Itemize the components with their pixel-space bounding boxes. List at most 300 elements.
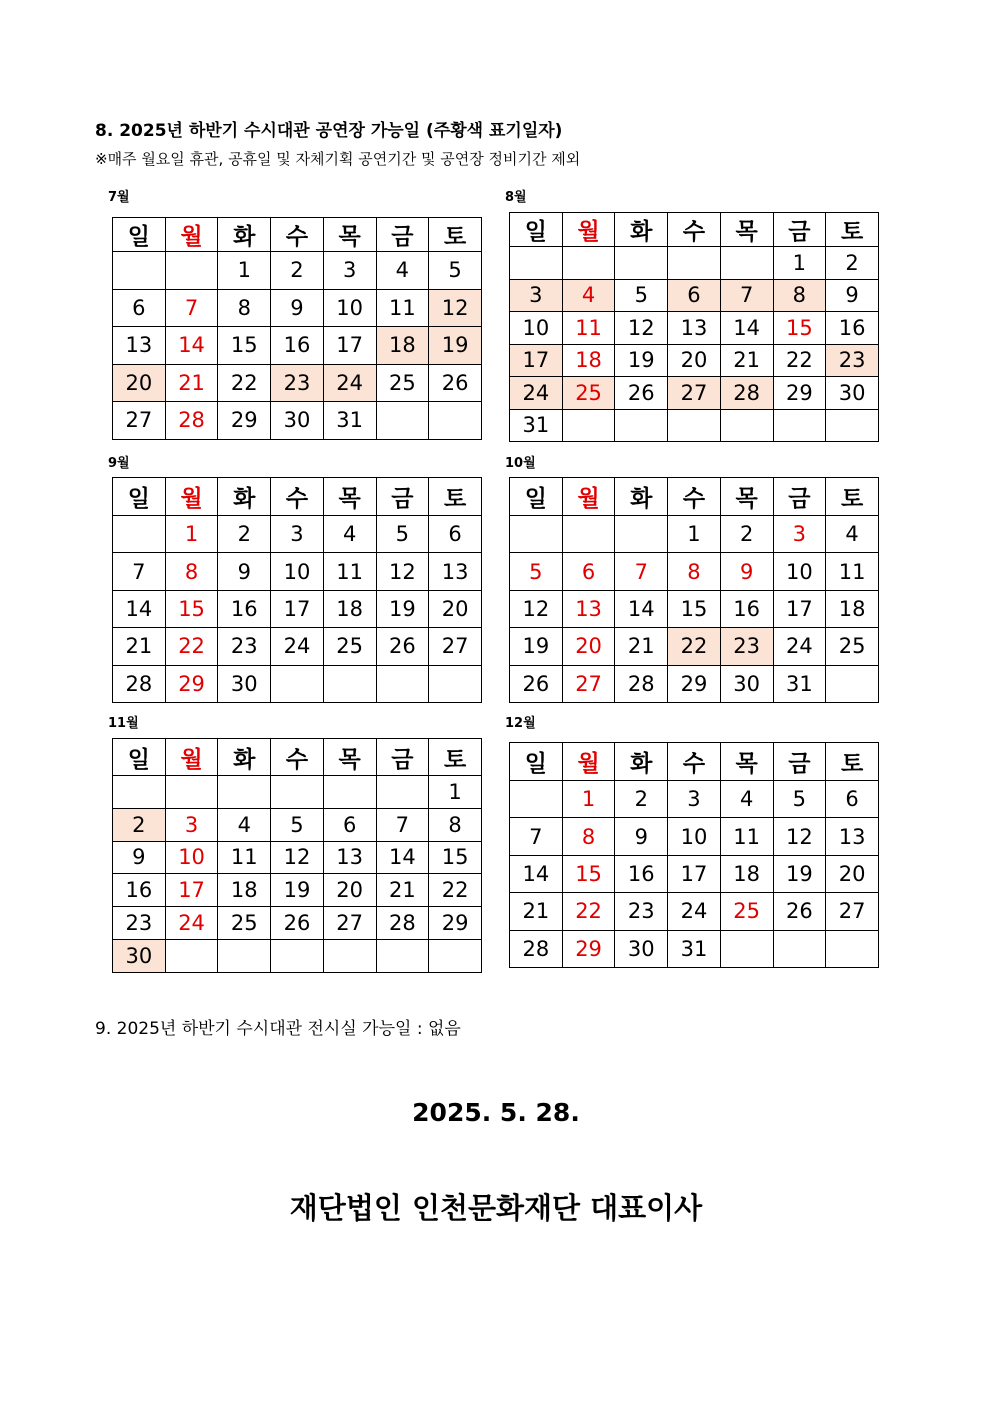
week-row bbox=[113, 665, 482, 702]
day-cell: 21 bbox=[113, 628, 166, 665]
empty-day-cell bbox=[376, 776, 429, 809]
day-cell: 10 bbox=[271, 553, 324, 590]
day-cell: 24 bbox=[510, 377, 563, 410]
day-cell: 25 bbox=[720, 893, 773, 930]
section8-note: ※매주 월요일 휴관, 공휴일 및 자체기획 공연기간 및 공연장 정비기간 제외 bbox=[95, 150, 581, 168]
empty-day-cell bbox=[165, 939, 218, 972]
day-cell: 29 bbox=[562, 930, 615, 967]
weekday-header: 목 bbox=[323, 218, 376, 252]
weekday-header: 화 bbox=[218, 739, 271, 776]
day-cell: 1 bbox=[218, 252, 271, 290]
day-cell: 7 bbox=[376, 808, 429, 841]
day-cell: 27 bbox=[668, 377, 721, 410]
day-cell: 9 bbox=[826, 279, 879, 312]
weekday-header: 수 bbox=[271, 218, 324, 252]
day-cell: 5 bbox=[376, 516, 429, 553]
day-cell: 6 bbox=[323, 808, 376, 841]
day-cell: 18 bbox=[323, 590, 376, 627]
day-cell: 14 bbox=[510, 855, 563, 892]
day-cell: 18 bbox=[826, 590, 879, 627]
day-cell: 4 bbox=[720, 781, 773, 818]
empty-day-cell bbox=[615, 409, 668, 442]
empty-day-cell bbox=[218, 776, 271, 809]
weekday-header: 토 bbox=[429, 739, 482, 776]
empty-day-cell bbox=[113, 252, 166, 290]
empty-day-cell bbox=[668, 247, 721, 280]
day-cell: 4 bbox=[218, 808, 271, 841]
empty-day-cell bbox=[271, 776, 324, 809]
week-row bbox=[510, 628, 879, 665]
day-cell: 11 bbox=[562, 312, 615, 345]
day-cell: 2 bbox=[720, 516, 773, 553]
week-row bbox=[510, 553, 879, 590]
day-cell: 29 bbox=[773, 377, 826, 410]
empty-day-cell bbox=[271, 939, 324, 972]
day-cell: 20 bbox=[668, 344, 721, 377]
empty-day-cell bbox=[615, 247, 668, 280]
day-cell: 16 bbox=[218, 590, 271, 627]
empty-day-cell bbox=[429, 665, 482, 702]
weekday-header: 월 bbox=[165, 739, 218, 776]
week-row bbox=[113, 252, 482, 290]
weekday-header: 일 bbox=[510, 478, 563, 516]
day-cell: 28 bbox=[510, 930, 563, 967]
day-cell: 12 bbox=[376, 553, 429, 590]
week-row bbox=[113, 808, 482, 841]
day-cell: 26 bbox=[376, 628, 429, 665]
day-cell: 1 bbox=[429, 776, 482, 809]
weekday-header: 일 bbox=[113, 478, 166, 516]
empty-day-cell bbox=[720, 409, 773, 442]
day-cell: 22 bbox=[668, 628, 721, 665]
weekday-header: 금 bbox=[773, 478, 826, 516]
day-cell: 18 bbox=[720, 855, 773, 892]
weekday-header-row bbox=[113, 218, 482, 252]
day-cell: 12 bbox=[510, 590, 563, 627]
month-label: 10월 bbox=[505, 456, 536, 471]
weekday-header: 토 bbox=[429, 478, 482, 516]
day-cell: 22 bbox=[429, 874, 482, 907]
day-cell: 21 bbox=[376, 874, 429, 907]
weekday-header: 토 bbox=[826, 743, 879, 781]
day-cell: 24 bbox=[165, 907, 218, 940]
day-cell: 27 bbox=[429, 628, 482, 665]
empty-day-cell bbox=[323, 776, 376, 809]
month-label: 8월 bbox=[505, 190, 527, 205]
day-cell: 8 bbox=[668, 553, 721, 590]
empty-day-cell bbox=[113, 516, 166, 553]
month-calendar-table bbox=[509, 212, 879, 442]
day-cell: 25 bbox=[562, 377, 615, 410]
weekday-header-row bbox=[113, 739, 482, 776]
empty-day-cell bbox=[720, 930, 773, 967]
week-row bbox=[510, 590, 879, 627]
weekday-header: 목 bbox=[720, 213, 773, 247]
day-cell: 27 bbox=[826, 893, 879, 930]
day-cell: 14 bbox=[376, 841, 429, 874]
day-cell: 21 bbox=[720, 344, 773, 377]
day-cell: 28 bbox=[113, 665, 166, 702]
day-cell: 3 bbox=[510, 279, 563, 312]
day-cell: 10 bbox=[323, 289, 376, 327]
day-cell: 7 bbox=[510, 818, 563, 855]
day-cell: 1 bbox=[165, 516, 218, 553]
empty-day-cell bbox=[165, 776, 218, 809]
day-cell: 26 bbox=[510, 665, 563, 702]
day-cell: 10 bbox=[668, 818, 721, 855]
day-cell: 23 bbox=[218, 628, 271, 665]
weekday-header: 금 bbox=[773, 213, 826, 247]
day-cell: 4 bbox=[376, 252, 429, 290]
day-cell: 12 bbox=[271, 841, 324, 874]
empty-day-cell bbox=[510, 247, 563, 280]
weekday-header: 토 bbox=[826, 213, 879, 247]
day-cell: 21 bbox=[165, 364, 218, 402]
day-cell: 17 bbox=[510, 344, 563, 377]
weekday-header-row bbox=[113, 478, 482, 516]
day-cell: 5 bbox=[510, 553, 563, 590]
day-cell: 31 bbox=[510, 409, 563, 442]
day-cell: 10 bbox=[510, 312, 563, 345]
month-calendar-table bbox=[509, 742, 879, 968]
day-cell: 5 bbox=[429, 252, 482, 290]
day-cell: 6 bbox=[113, 289, 166, 327]
day-cell: 2 bbox=[615, 781, 668, 818]
weekday-header: 월 bbox=[562, 213, 615, 247]
day-cell: 8 bbox=[429, 808, 482, 841]
day-cell: 15 bbox=[668, 590, 721, 627]
day-cell: 29 bbox=[429, 907, 482, 940]
day-cell: 19 bbox=[429, 327, 482, 365]
day-cell: 15 bbox=[562, 855, 615, 892]
document-issuer: 재단법인 인천문화재단 대표이사 bbox=[289, 1191, 703, 1225]
day-cell: 1 bbox=[773, 247, 826, 280]
empty-day-cell bbox=[562, 516, 615, 553]
week-row bbox=[510, 312, 879, 345]
day-cell: 30 bbox=[113, 939, 166, 972]
day-cell: 20 bbox=[826, 855, 879, 892]
day-cell: 6 bbox=[562, 553, 615, 590]
weekday-header: 금 bbox=[773, 743, 826, 781]
day-cell: 3 bbox=[165, 808, 218, 841]
day-cell: 30 bbox=[271, 402, 324, 440]
week-row bbox=[113, 939, 482, 972]
day-cell: 9 bbox=[113, 841, 166, 874]
day-cell: 29 bbox=[218, 402, 271, 440]
week-row bbox=[510, 665, 879, 702]
weekday-header: 목 bbox=[323, 739, 376, 776]
day-cell: 13 bbox=[113, 327, 166, 365]
weekday-header: 금 bbox=[376, 218, 429, 252]
week-row bbox=[510, 781, 879, 818]
day-cell: 9 bbox=[218, 553, 271, 590]
day-cell: 19 bbox=[510, 628, 563, 665]
day-cell: 22 bbox=[773, 344, 826, 377]
day-cell: 22 bbox=[165, 628, 218, 665]
weekday-header: 월 bbox=[165, 218, 218, 252]
day-cell: 25 bbox=[323, 628, 376, 665]
weekday-header: 일 bbox=[510, 743, 563, 781]
weekday-header: 토 bbox=[826, 478, 879, 516]
day-cell: 13 bbox=[429, 553, 482, 590]
day-cell: 12 bbox=[615, 312, 668, 345]
weekday-header: 수 bbox=[271, 478, 324, 516]
weekday-header: 토 bbox=[429, 218, 482, 252]
day-cell: 15 bbox=[218, 327, 271, 365]
day-cell: 19 bbox=[376, 590, 429, 627]
weekday-header: 수 bbox=[668, 743, 721, 781]
weekday-header-row bbox=[510, 743, 879, 781]
week-row bbox=[510, 516, 879, 553]
day-cell: 2 bbox=[113, 808, 166, 841]
day-cell: 21 bbox=[510, 893, 563, 930]
empty-day-cell bbox=[562, 247, 615, 280]
empty-day-cell bbox=[773, 409, 826, 442]
day-cell: 30 bbox=[218, 665, 271, 702]
weekday-header: 수 bbox=[668, 478, 721, 516]
empty-day-cell bbox=[826, 409, 879, 442]
week-row bbox=[113, 628, 482, 665]
day-cell: 27 bbox=[562, 665, 615, 702]
document-date: 2025. 5. 28. bbox=[412, 1098, 580, 1127]
weekday-header: 화 bbox=[218, 218, 271, 252]
day-cell: 18 bbox=[376, 327, 429, 365]
day-cell: 29 bbox=[165, 665, 218, 702]
empty-day-cell bbox=[323, 939, 376, 972]
weekday-header: 일 bbox=[113, 739, 166, 776]
empty-day-cell bbox=[429, 402, 482, 440]
day-cell: 13 bbox=[323, 841, 376, 874]
empty-day-cell bbox=[323, 665, 376, 702]
day-cell: 11 bbox=[826, 553, 879, 590]
empty-day-cell bbox=[376, 939, 429, 972]
month-label: 12월 bbox=[505, 716, 536, 731]
weekday-header: 금 bbox=[376, 739, 429, 776]
week-row bbox=[510, 344, 879, 377]
day-cell: 20 bbox=[113, 364, 166, 402]
day-cell: 26 bbox=[773, 893, 826, 930]
day-cell: 2 bbox=[271, 252, 324, 290]
week-row bbox=[113, 553, 482, 590]
day-cell: 27 bbox=[113, 402, 166, 440]
day-cell: 7 bbox=[720, 279, 773, 312]
week-row bbox=[113, 776, 482, 809]
day-cell: 14 bbox=[165, 327, 218, 365]
week-row bbox=[510, 377, 879, 410]
day-cell: 15 bbox=[429, 841, 482, 874]
day-cell: 31 bbox=[323, 402, 376, 440]
day-cell: 17 bbox=[773, 590, 826, 627]
day-cell: 30 bbox=[615, 930, 668, 967]
day-cell: 25 bbox=[376, 364, 429, 402]
day-cell: 6 bbox=[668, 279, 721, 312]
week-row bbox=[113, 841, 482, 874]
day-cell: 11 bbox=[218, 841, 271, 874]
day-cell: 7 bbox=[615, 553, 668, 590]
day-cell: 24 bbox=[323, 364, 376, 402]
weekday-header: 월 bbox=[165, 478, 218, 516]
day-cell: 14 bbox=[113, 590, 166, 627]
weekday-header: 일 bbox=[510, 213, 563, 247]
day-cell: 17 bbox=[165, 874, 218, 907]
week-row bbox=[113, 327, 482, 365]
empty-day-cell bbox=[510, 516, 563, 553]
day-cell: 26 bbox=[271, 907, 324, 940]
weekday-header: 화 bbox=[615, 743, 668, 781]
empty-day-cell bbox=[376, 665, 429, 702]
month-calendar-table bbox=[509, 477, 879, 703]
weekday-header: 일 bbox=[113, 218, 166, 252]
empty-day-cell bbox=[165, 252, 218, 290]
day-cell: 3 bbox=[271, 516, 324, 553]
month-label: 11월 bbox=[108, 716, 139, 731]
day-cell: 17 bbox=[271, 590, 324, 627]
day-cell: 30 bbox=[720, 665, 773, 702]
empty-day-cell bbox=[615, 516, 668, 553]
day-cell: 22 bbox=[218, 364, 271, 402]
day-cell: 24 bbox=[773, 628, 826, 665]
section8-title: 8. 2025년 하반기 수시대관 공연장 가능일 (주황색 표기일자) bbox=[95, 121, 563, 141]
week-row bbox=[113, 402, 482, 440]
day-cell: 26 bbox=[429, 364, 482, 402]
day-cell: 20 bbox=[323, 874, 376, 907]
day-cell: 25 bbox=[218, 907, 271, 940]
weekday-header: 월 bbox=[562, 743, 615, 781]
weekday-header: 목 bbox=[720, 743, 773, 781]
empty-day-cell bbox=[826, 930, 879, 967]
weekday-header: 목 bbox=[720, 478, 773, 516]
weekday-header: 화 bbox=[615, 478, 668, 516]
day-cell: 10 bbox=[165, 841, 218, 874]
day-cell: 13 bbox=[562, 590, 615, 627]
day-cell: 17 bbox=[668, 855, 721, 892]
day-cell: 11 bbox=[323, 553, 376, 590]
day-cell: 26 bbox=[615, 377, 668, 410]
day-cell: 28 bbox=[376, 907, 429, 940]
weekday-header: 화 bbox=[615, 213, 668, 247]
weekday-header: 수 bbox=[668, 213, 721, 247]
day-cell: 5 bbox=[271, 808, 324, 841]
empty-day-cell bbox=[773, 930, 826, 967]
day-cell: 5 bbox=[615, 279, 668, 312]
day-cell: 24 bbox=[668, 893, 721, 930]
weekday-header: 화 bbox=[218, 478, 271, 516]
day-cell: 9 bbox=[720, 553, 773, 590]
day-cell: 25 bbox=[826, 628, 879, 665]
day-cell: 9 bbox=[271, 289, 324, 327]
day-cell: 19 bbox=[271, 874, 324, 907]
day-cell: 14 bbox=[615, 590, 668, 627]
week-row bbox=[510, 247, 879, 280]
week-row bbox=[113, 874, 482, 907]
empty-day-cell bbox=[376, 402, 429, 440]
empty-day-cell bbox=[510, 781, 563, 818]
weekday-header: 월 bbox=[562, 478, 615, 516]
day-cell: 3 bbox=[773, 516, 826, 553]
day-cell: 10 bbox=[773, 553, 826, 590]
empty-day-cell bbox=[429, 939, 482, 972]
day-cell: 23 bbox=[826, 344, 879, 377]
week-row bbox=[510, 930, 879, 967]
day-cell: 8 bbox=[218, 289, 271, 327]
day-cell: 1 bbox=[562, 781, 615, 818]
weekday-header: 목 bbox=[323, 478, 376, 516]
day-cell: 28 bbox=[615, 665, 668, 702]
day-cell: 27 bbox=[323, 907, 376, 940]
day-cell: 31 bbox=[773, 665, 826, 702]
day-cell: 16 bbox=[113, 874, 166, 907]
empty-day-cell bbox=[562, 409, 615, 442]
day-cell: 30 bbox=[826, 377, 879, 410]
week-row bbox=[510, 409, 879, 442]
day-cell: 4 bbox=[323, 516, 376, 553]
day-cell: 16 bbox=[720, 590, 773, 627]
empty-day-cell bbox=[271, 665, 324, 702]
day-cell: 16 bbox=[271, 327, 324, 365]
week-row bbox=[510, 893, 879, 930]
section9-text: 9. 2025년 하반기 수시대관 전시실 가능일 : 없음 bbox=[95, 1019, 461, 1039]
day-cell: 23 bbox=[720, 628, 773, 665]
week-row bbox=[113, 590, 482, 627]
day-cell: 2 bbox=[218, 516, 271, 553]
day-cell: 28 bbox=[165, 402, 218, 440]
day-cell: 3 bbox=[668, 781, 721, 818]
day-cell: 19 bbox=[615, 344, 668, 377]
week-row bbox=[113, 364, 482, 402]
weekday-header: 금 bbox=[376, 478, 429, 516]
day-cell: 5 bbox=[773, 781, 826, 818]
day-cell: 6 bbox=[429, 516, 482, 553]
day-cell: 14 bbox=[720, 312, 773, 345]
day-cell: 16 bbox=[615, 855, 668, 892]
day-cell: 23 bbox=[615, 893, 668, 930]
day-cell: 23 bbox=[113, 907, 166, 940]
day-cell: 13 bbox=[668, 312, 721, 345]
day-cell: 21 bbox=[615, 628, 668, 665]
week-row bbox=[510, 855, 879, 892]
day-cell: 18 bbox=[562, 344, 615, 377]
day-cell: 1 bbox=[668, 516, 721, 553]
day-cell: 3 bbox=[323, 252, 376, 290]
weekday-header-row bbox=[510, 478, 879, 516]
day-cell: 11 bbox=[720, 818, 773, 855]
day-cell: 24 bbox=[271, 628, 324, 665]
empty-day-cell bbox=[720, 247, 773, 280]
day-cell: 17 bbox=[323, 327, 376, 365]
day-cell: 7 bbox=[165, 289, 218, 327]
day-cell: 15 bbox=[165, 590, 218, 627]
day-cell: 4 bbox=[826, 516, 879, 553]
week-row bbox=[113, 289, 482, 327]
month-label: 7월 bbox=[108, 190, 130, 205]
week-row bbox=[510, 818, 879, 855]
week-row bbox=[113, 516, 482, 553]
day-cell: 4 bbox=[562, 279, 615, 312]
weekday-header-row bbox=[510, 213, 879, 247]
empty-day-cell bbox=[668, 409, 721, 442]
day-cell: 8 bbox=[773, 279, 826, 312]
empty-day-cell bbox=[113, 776, 166, 809]
empty-day-cell bbox=[218, 939, 271, 972]
day-cell: 6 bbox=[826, 781, 879, 818]
day-cell: 22 bbox=[562, 893, 615, 930]
month-calendar-table bbox=[112, 738, 482, 973]
week-row bbox=[510, 279, 879, 312]
weekday-header: 수 bbox=[271, 739, 324, 776]
day-cell: 20 bbox=[562, 628, 615, 665]
day-cell: 12 bbox=[429, 289, 482, 327]
day-cell: 18 bbox=[218, 874, 271, 907]
